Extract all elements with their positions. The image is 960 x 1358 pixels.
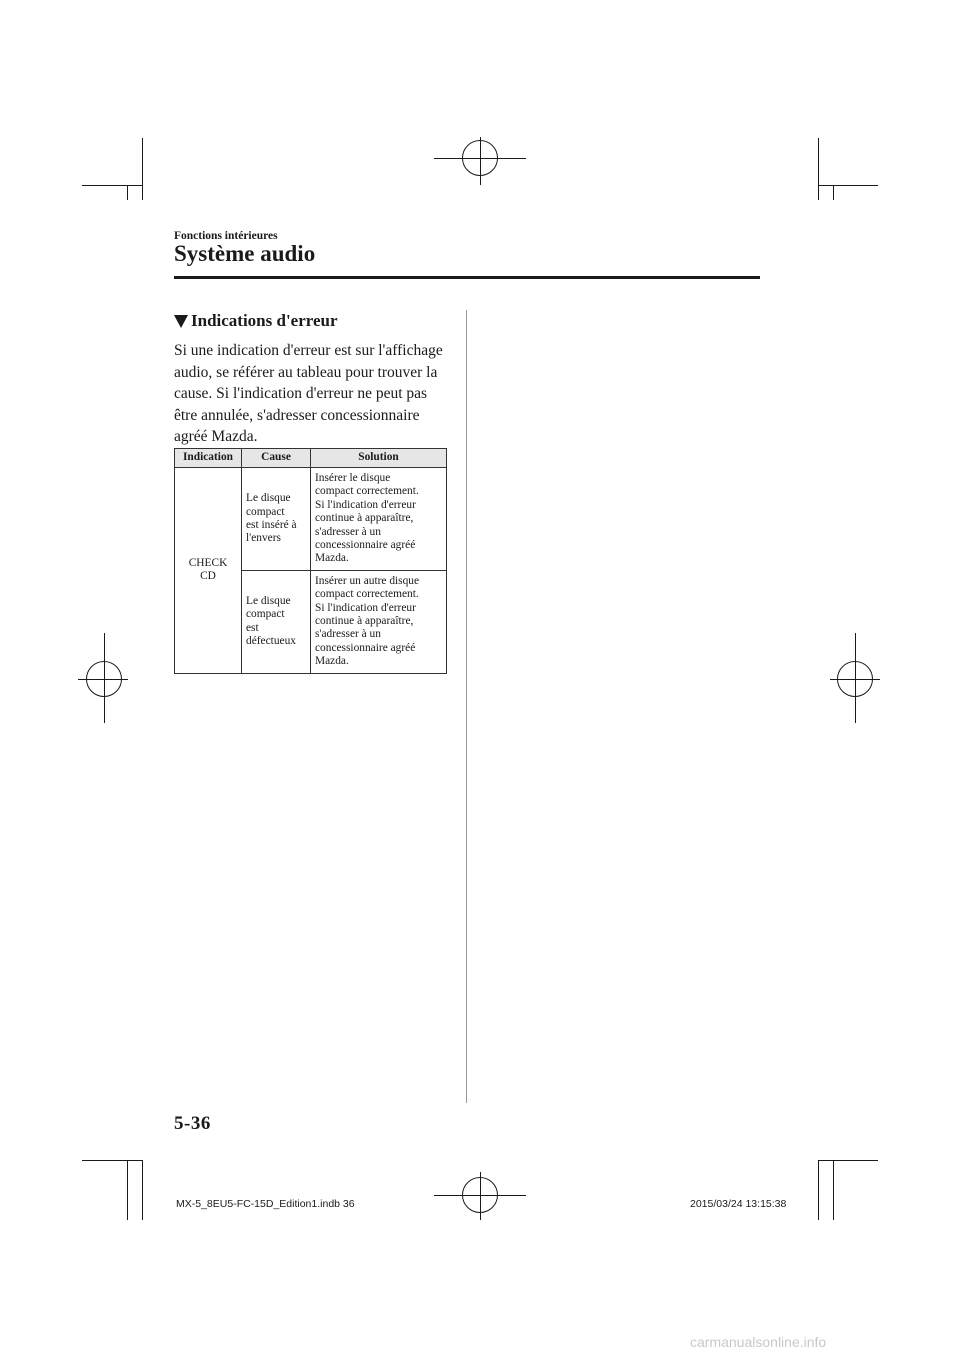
cause-line: Le disque — [246, 594, 291, 607]
solution-line: s'adresser à un — [315, 628, 381, 641]
indication-cell — [175, 468, 242, 674]
cause-line: défectueux — [246, 635, 296, 648]
solution-cell — [311, 468, 447, 571]
footer-file-info: MX-5_8EU5-FC-15D_Edition1.indb 36 — [176, 1198, 355, 1210]
section-label: Fonctions intérieures — [174, 230, 278, 242]
solution-line: Si l'indication d'erreur — [315, 498, 416, 511]
intro-line: être annulée, s'adresser concessionnaire — [174, 406, 420, 424]
section-heading-text: Indications d'erreur — [191, 311, 338, 330]
solution-line: compact correctement. — [315, 485, 419, 498]
title-divider — [174, 276, 760, 279]
solution-line: Si l'indication d'erreur — [315, 601, 416, 614]
cause-line: l'envers — [246, 532, 281, 545]
solution-line: Insérer un autre disque — [315, 574, 420, 587]
solution-line: compact correctement. — [315, 588, 419, 601]
solution-line: continue à apparaître, — [315, 615, 414, 628]
solution-line: Mazda. — [315, 655, 349, 668]
error-table — [174, 448, 447, 674]
column-divider — [466, 310, 467, 1103]
intro-line: audio, se référer au tableau pour trouver la — [174, 363, 438, 381]
intro-line: Si une indication d'erreur est sur l'affichage — [174, 342, 443, 359]
watermark: carmanualsonline.info — [690, 1334, 827, 1350]
cause-line: est — [246, 621, 259, 634]
page-title: Système audio — [174, 241, 316, 266]
cause-line: Le disque — [246, 492, 291, 505]
page-number: 5-36 — [174, 1113, 211, 1134]
cause-line: compact — [246, 608, 285, 621]
header-indication: Indication — [175, 449, 242, 468]
indication-line: CHECK — [188, 556, 228, 569]
cause-line: compact — [246, 505, 285, 518]
section-heading — [174, 311, 338, 331]
solution-line: concessionnaire agréé — [315, 539, 416, 552]
solution-line: s'adresser à un — [315, 525, 381, 538]
footer-datetime: 2015/03/24 13:15:38 — [690, 1198, 787, 1210]
cause-line: est inséré à — [246, 518, 297, 531]
intro-line: agréé Mazda. — [174, 428, 258, 446]
solution-line: Insérer le disque — [315, 472, 391, 484]
intro-line: cause. Si l'indication d'erreur ne peut pas — [174, 385, 428, 403]
solution-cell — [311, 570, 447, 673]
cause-cell — [242, 570, 311, 673]
cause-cell — [242, 468, 311, 571]
solution-line: continue à apparaître, — [315, 512, 414, 525]
indication-line: CD — [200, 570, 216, 583]
table-header-row — [175, 449, 447, 468]
intro-paragraph — [174, 340, 452, 448]
solution-line: Mazda. — [315, 552, 349, 565]
triangle-down-icon — [174, 315, 188, 328]
solution-line: concessionnaire agréé — [315, 641, 416, 654]
header-cause: Cause — [242, 449, 311, 468]
header-solution: Solution — [311, 449, 447, 468]
table-row — [175, 468, 447, 571]
